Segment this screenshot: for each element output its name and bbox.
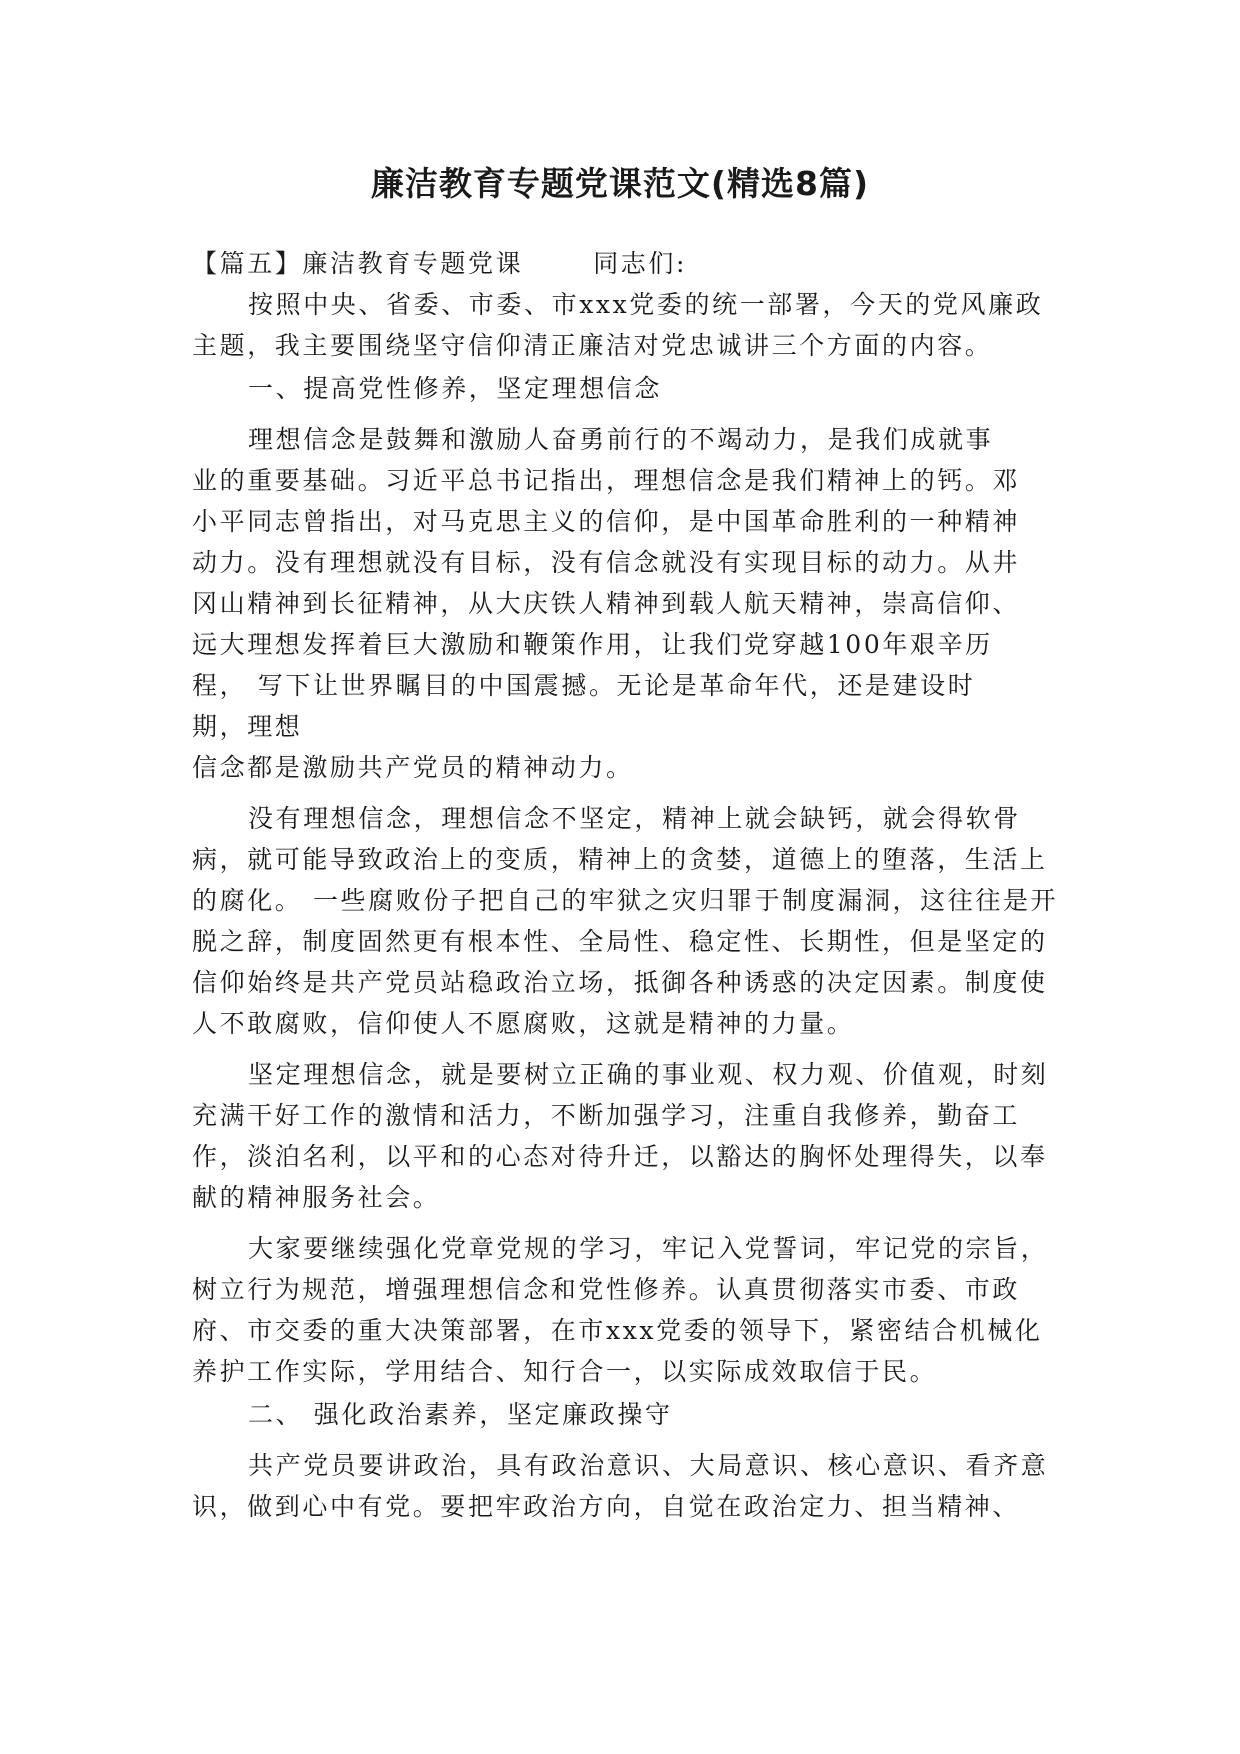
paragraph-ideals: 理想信念是鼓舞和激励人奋勇前行的不竭动力，是我们成就事业的重要基础。习近平总书记指出，理想信念是我们精神上的钙。邓小平同志曾指出，对马克思主义的信仰，是中国革命胜利的一种精神动力。没有理想就没有目标，没有信念就没有实现目标的动力。从井冈山精神到长征精神，从大庆铁人精神到载人航天精神，崇高信仰、远大理想发挥着巨大激励和鞭策作用，让我们党穿越100年艰辛历程， 写下让世界瞩目的中国震撼。无论是革命年代，还是建设时期，理想 <box>192 425 1021 741</box>
section-heading-line <box>192 243 1060 284</box>
section-heading-1: 一、提高党性修养，坚定理想信念 <box>248 374 663 403</box>
paragraph-party-rules: 大家要继续强化党章党规的学习，牢记入党誓词，牢记党的宗旨，树立行为规范，增强理想信念和党性修养。认真贯彻落实市委、市政府、市交委的重大决策部署，在市xxx党委的领导下，紧密结合机械化养护工作实际，学用结合、知行合一，以实际成效取信于民。 <box>192 1234 1049 1386</box>
section-label: 【篇五】廉洁教育专题党课 <box>192 249 524 278</box>
greeting: 同志们: <box>593 249 688 278</box>
paragraph-ideals-continued: 信念都是激励共产党员的精神动力。 <box>192 753 634 782</box>
section-heading-2: 二、 强化政治素养，坚定廉政操守 <box>248 1400 673 1429</box>
paragraph-politics: 共产党员要讲政治，具有政治意识、大局意识、核心意识、看齐意识，做到心中有党。要把牢政治方向，自觉在政治定力、担当精神、 <box>192 1451 1049 1521</box>
document-body <box>192 243 1060 1527</box>
paragraph-firm-ideals: 坚定理想信念，就是要树立正确的事业观、权力观、价值观，时刻充满干好工作的激情和活力，不断加强学习，注重自我修养，勤奋工作，淡泊名利，以平和的心态对待升迁，以豁达的胸怀处理得失，以奉献的精神服务社会。 <box>192 1060 1049 1212</box>
paragraph-no-ideals: 没有理想信念，理想信念不坚定，精神上就会缺钙，就会得软骨病，就可能导致政治上的变质，精神上的贪婪，道德上的堕落，生活上的腐化。 一些腐败份子把自己的牢狱之灾归罪于制度漏洞，这往往是开脱之辞，制度固然更有根本性、全局性、稳定性、长期性，但是坚定的信仰始终是共产党员站稳政治立场，抵御各种诱惑的决定因素。制度使人不敢腐败，信仰使人不愿腐败，这就是精神的力量。 <box>192 804 1059 1038</box>
document-title: 廉洁教育专题党课范文(精选8篇) <box>370 164 870 203</box>
paragraph-intro: 按照中央、省委、市委、市xxx党委的统一部署，今天的党风廉政主题，我主要围绕坚守信仰清正廉洁对党忠诚讲三个方面的内容。 <box>192 290 1044 360</box>
